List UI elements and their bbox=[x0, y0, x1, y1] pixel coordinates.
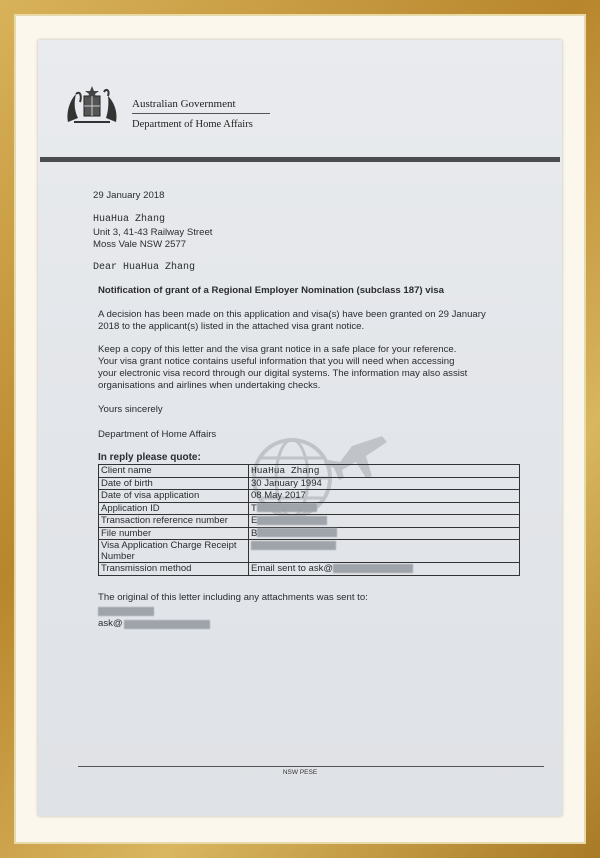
row-value-cell bbox=[249, 540, 520, 563]
row-value-cell bbox=[249, 515, 520, 528]
table-row bbox=[99, 502, 520, 515]
row-value: 08 May 2017 bbox=[249, 490, 520, 503]
row-value-cell bbox=[249, 527, 520, 540]
quote-heading: In reply please quote: bbox=[98, 452, 201, 463]
para2-line2: Your visa grant notice contains useful information that you will need when accessing bbox=[98, 356, 455, 367]
row-label: File number bbox=[99, 527, 249, 540]
footer-rule bbox=[78, 766, 544, 767]
redacted-recipient bbox=[98, 607, 154, 616]
salutation: Dear HuaHua Zhang bbox=[93, 262, 196, 273]
closing: Yours sincerely bbox=[98, 404, 163, 415]
table-row bbox=[99, 477, 520, 490]
row-label: Application ID bbox=[99, 502, 249, 515]
row-value: 30 January 1994 bbox=[249, 477, 520, 490]
para1-line1: A decision has been made on this application and visa(s) have been granted on 29 January bbox=[98, 309, 486, 320]
row-label: Date of birth bbox=[99, 477, 249, 490]
department-name: Department of Home Affairs bbox=[132, 119, 253, 130]
letter-subject: Notification of grant of a Regional Employer Nomination (subclass 187) visa bbox=[98, 285, 444, 296]
table-row bbox=[99, 515, 520, 528]
address-line-2: Moss Vale NSW 2577 bbox=[93, 239, 187, 250]
reference-table bbox=[98, 464, 520, 576]
row-label: Client name bbox=[99, 465, 249, 478]
table-row bbox=[99, 527, 520, 540]
row-value-cell bbox=[249, 502, 520, 515]
para2-line1: Keep a copy of this letter and the visa grant notice in a safe place for your reference. bbox=[98, 344, 457, 355]
row-label: Date of visa application bbox=[99, 490, 249, 503]
row-value: HuaHua Zhang bbox=[249, 465, 520, 478]
row-label: Transmission method bbox=[99, 563, 249, 576]
table-row bbox=[99, 465, 520, 478]
redaction-blur bbox=[333, 564, 413, 573]
para1-line2: 2018 to the applicant(s) listed in the attached visa grant notice. bbox=[98, 321, 365, 332]
org-divider bbox=[132, 113, 270, 114]
redaction-blur bbox=[257, 516, 327, 525]
email-prefix: ask@ bbox=[98, 618, 123, 629]
table-row bbox=[99, 490, 520, 503]
sent-to-text: The original of this letter including any attachments was sent to: bbox=[98, 592, 368, 603]
table-row bbox=[99, 563, 520, 576]
row-value: E bbox=[251, 515, 258, 526]
redaction-blur bbox=[257, 503, 317, 512]
address-line-1: Unit 3, 41-43 Railway Street bbox=[93, 227, 213, 238]
row-value: B bbox=[251, 527, 258, 539]
row-label: Transaction reference number bbox=[99, 515, 249, 528]
signoff: Department of Home Affairs bbox=[98, 429, 217, 440]
letter-date: 29 January 2018 bbox=[93, 190, 165, 201]
table-row bbox=[99, 540, 520, 563]
para2-line3: your electronic visa record through our digital systems. The information may also assist bbox=[98, 368, 468, 379]
row-value-cell bbox=[249, 563, 520, 576]
header-rule bbox=[40, 157, 560, 162]
coat-of-arms-icon bbox=[62, 82, 122, 128]
recipient-name: HuaHua Zhang bbox=[93, 214, 166, 225]
row-label: Visa Application Charge Receipt Number bbox=[99, 540, 249, 563]
row-value: T bbox=[251, 502, 257, 514]
redaction-blur bbox=[251, 541, 336, 550]
redaction-blur bbox=[257, 528, 337, 537]
row-value: Email sent to ask@ bbox=[251, 563, 333, 574]
para2-line4: organisations and airlines when undertaking checks. bbox=[98, 380, 321, 391]
redacted-email bbox=[124, 620, 210, 629]
footer-code: NSW PESE bbox=[282, 769, 318, 776]
org-name: Australian Government bbox=[132, 98, 236, 110]
